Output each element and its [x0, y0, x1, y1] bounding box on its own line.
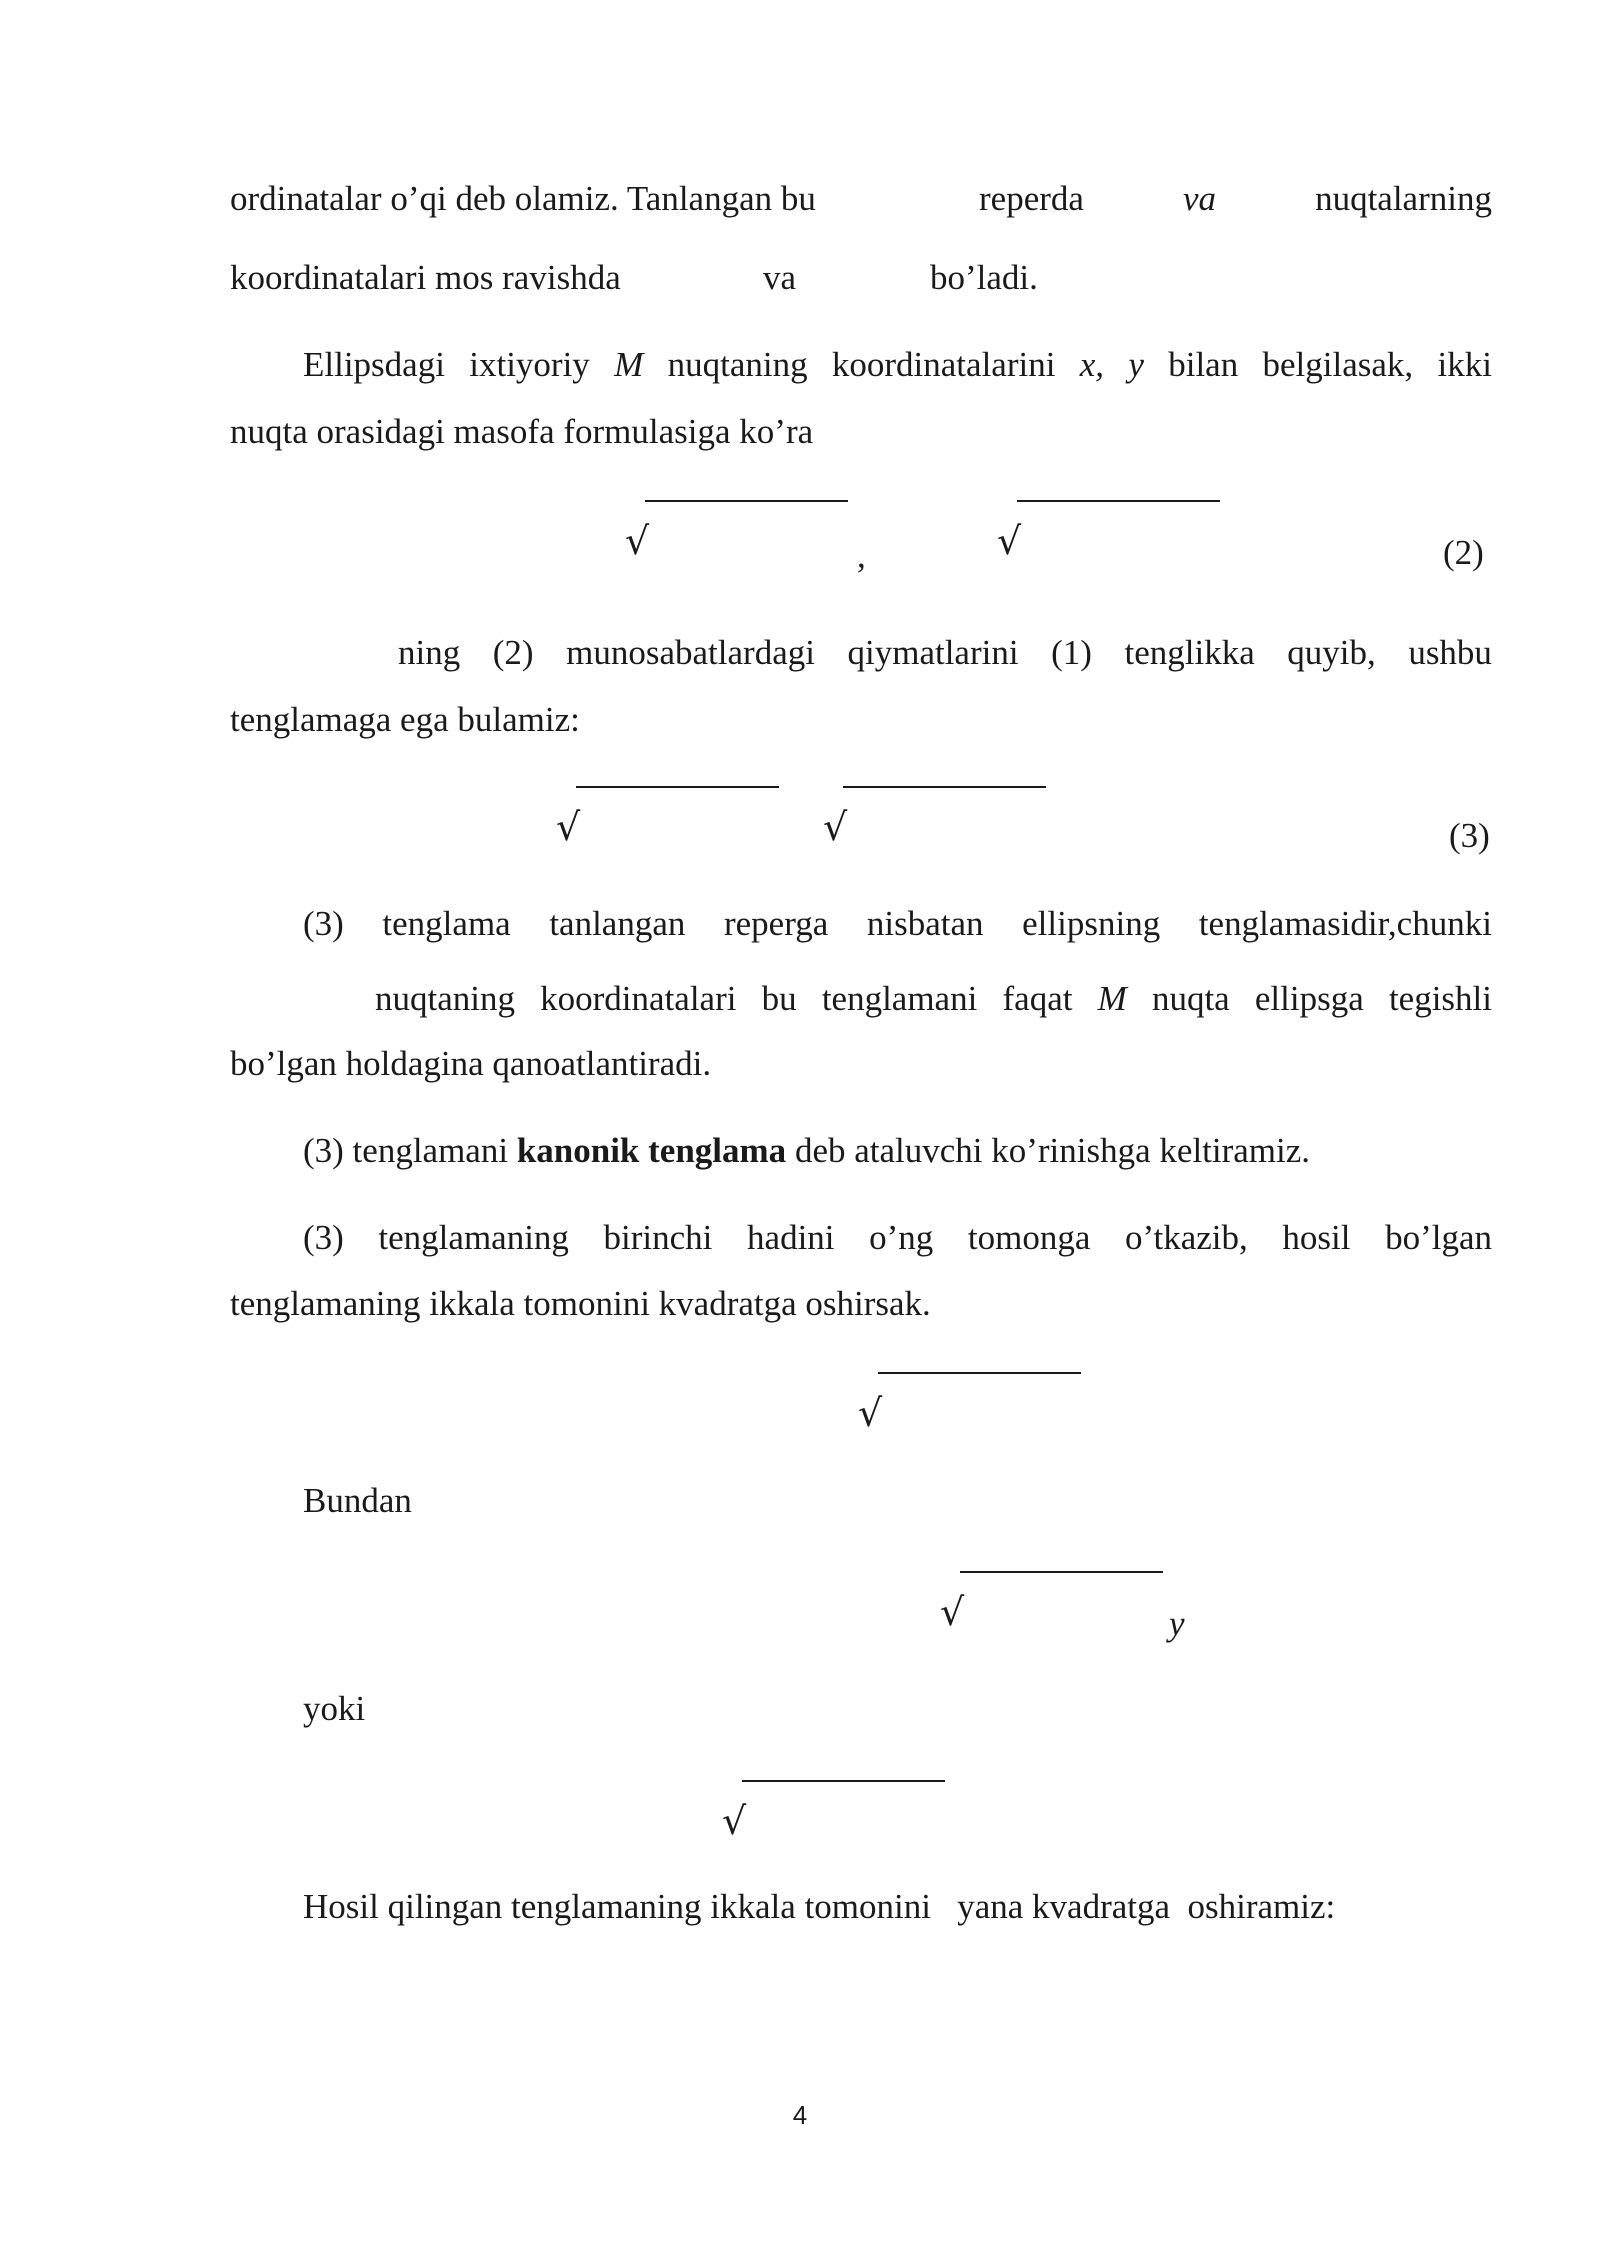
para1-line2-b: va	[763, 258, 797, 297]
para6-line1	[303, 1220, 1492, 1255]
word: Ellipsdagi	[303, 345, 445, 384]
para4-line2	[375, 981, 1492, 1016]
word: bo’lgan	[1385, 1218, 1492, 1257]
word: koordinatalarini	[831, 345, 1056, 384]
word: hadini	[747, 1218, 835, 1257]
radical-bar	[960, 1571, 1163, 1573]
page-number: 4	[792, 2100, 808, 2130]
para4-line3: bo’lgan holdagina qanoatlantiradi.	[230, 1044, 712, 1083]
radical-bar	[843, 786, 1046, 788]
word: va	[1182, 179, 1217, 218]
word: tomonga	[967, 1218, 1091, 1257]
word: nuqtaning	[375, 979, 515, 1018]
word: M	[1097, 979, 1127, 1018]
para4-line1	[303, 906, 1492, 941]
word: birinchi	[603, 1218, 713, 1257]
word: tenglamani	[821, 979, 978, 1018]
word: nuqtalarning	[1315, 179, 1492, 218]
word: (1)	[1051, 633, 1092, 672]
para1-line1	[230, 181, 1492, 216]
word: munosabatlardagi	[566, 633, 815, 672]
word: faqat	[1002, 979, 1073, 1018]
word: nisbatan	[866, 904, 984, 943]
para3-line2: tenglamaga ega bulamiz:	[230, 700, 580, 739]
radical-bar	[645, 500, 848, 502]
eq2-comma: ,	[857, 536, 866, 575]
para2-line2: nuqta orasidagi masofa formulasiga ko’ra	[230, 412, 814, 451]
radical-sign: √	[940, 1590, 965, 1634]
word: tenglama	[382, 904, 511, 943]
radical-sign: √	[858, 1391, 883, 1435]
radical-sign: √	[625, 519, 650, 563]
word: reperga	[723, 904, 829, 943]
para5-line1	[303, 1133, 1310, 1168]
word: qiymatlarini	[847, 633, 1019, 672]
para1-line2-a: koordinatalari mos ravishda	[230, 258, 621, 297]
word: reperda	[979, 179, 1084, 218]
radical-sign: √	[823, 805, 848, 849]
radical-bar	[742, 1780, 945, 1782]
word: x,	[1079, 345, 1105, 384]
word: bilan	[1168, 345, 1239, 384]
equation-number: (3)	[1449, 816, 1490, 855]
word: nuqta	[1151, 979, 1230, 1018]
word: ellipsning	[1022, 904, 1161, 943]
bundan-label: Bundan	[303, 1481, 412, 1520]
word: tenglamasidir,chunki	[1198, 904, 1492, 943]
para7-line1: Hosil qilingan tenglamaning ikkala tomonini yana kvadratga oshiramiz:	[303, 1887, 1336, 1926]
word: (2)	[492, 633, 534, 672]
word: tanlangan	[549, 904, 686, 943]
word: tegishli	[1388, 979, 1492, 1018]
word: ellipsga	[1254, 979, 1364, 1018]
text: (3) tenglamani	[303, 1131, 517, 1170]
radical-sign: √	[556, 805, 581, 849]
word: ixtiyoriy	[469, 345, 590, 384]
word: (3)	[303, 904, 344, 943]
word: M	[614, 345, 644, 384]
word: tenglikka	[1124, 633, 1255, 672]
word: koordinatalari	[540, 979, 737, 1018]
word: o’ng	[869, 1218, 934, 1257]
word: o’tkazib,	[1124, 1218, 1248, 1257]
para1-line2-c: bo’ladi.	[930, 258, 1038, 297]
word: ushbu	[1408, 633, 1492, 672]
radical-bar	[1017, 500, 1220, 502]
word: nuqtaning	[667, 345, 808, 384]
para6-line2: tenglamaning ikkala tomonini kvadratga oshirsak.	[230, 1284, 931, 1323]
equation-number: (2)	[1443, 533, 1484, 572]
para2-line1	[303, 347, 1492, 382]
word: tenglamaning	[378, 1218, 569, 1257]
text: deb ataluvchi ko’rinishga keltiramiz.	[786, 1131, 1311, 1170]
word: hosil	[1282, 1218, 1351, 1257]
word: belgilasak,	[1262, 345, 1414, 384]
para3-line1	[398, 635, 1492, 670]
word: ordinatalar o’qi deb olamiz. Tanlangan bu	[230, 179, 816, 218]
radical-bar	[576, 786, 779, 788]
yoki-label: yoki	[303, 1689, 366, 1728]
word: (3)	[303, 1218, 344, 1257]
bold-term: kanonik tenglama	[516, 1131, 787, 1170]
word: bu	[761, 979, 797, 1018]
radical-bar	[878, 1372, 1081, 1374]
radical-sign: √	[722, 1799, 747, 1843]
word: ikki	[1437, 345, 1492, 384]
radical-sign: √	[997, 519, 1022, 563]
word: y	[1128, 345, 1144, 384]
eq5-variable: y	[1169, 1604, 1185, 1643]
word: quyib,	[1287, 633, 1376, 672]
word: ning	[398, 633, 461, 672]
